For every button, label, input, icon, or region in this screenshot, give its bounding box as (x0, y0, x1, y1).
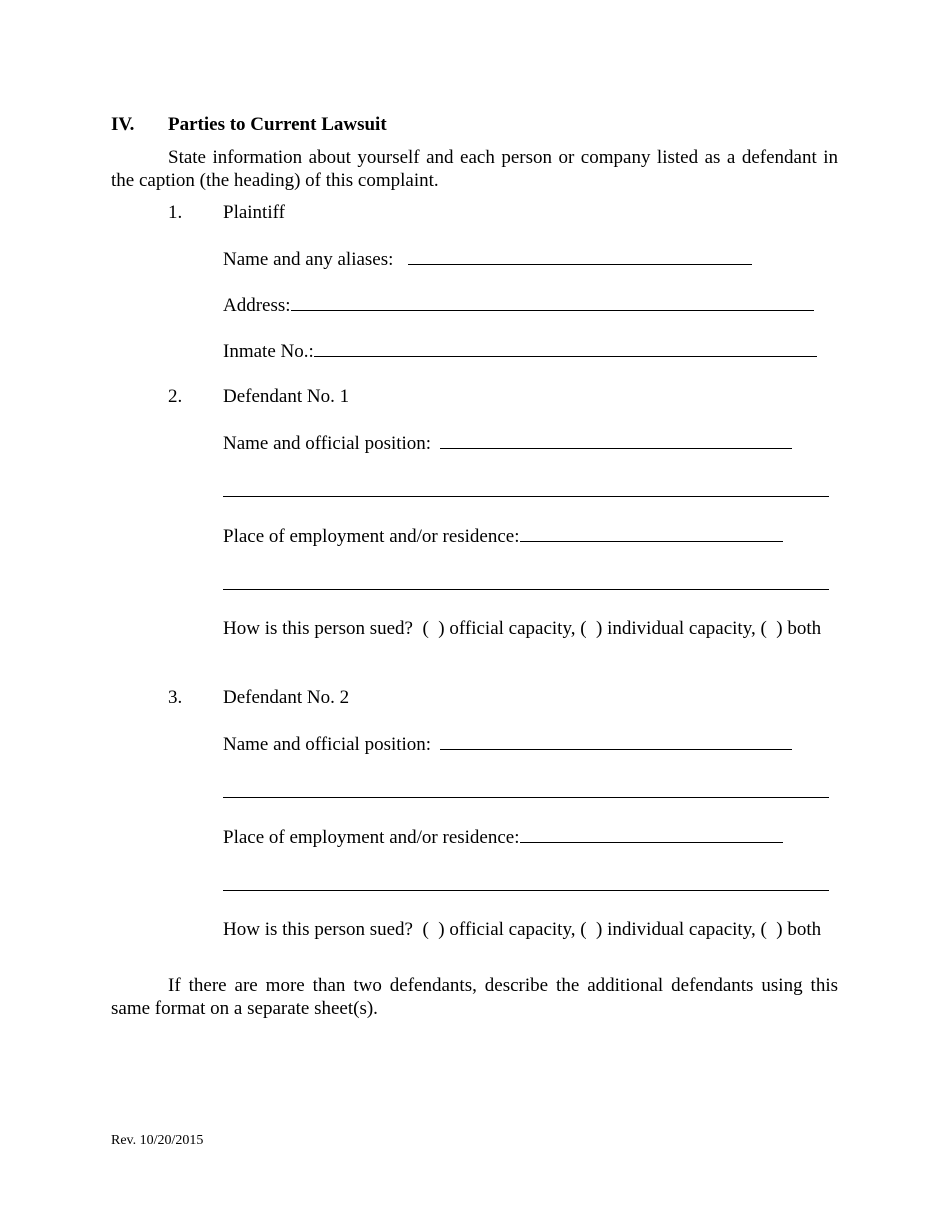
defendant1-place-field-line2[interactable] (223, 589, 829, 590)
defendant2-sued-question (223, 918, 838, 941)
defendant2-place-field[interactable] (520, 825, 783, 843)
plaintiff-inmate-row (223, 339, 817, 363)
defendant1-place-row (223, 524, 783, 548)
defendant1-name-field[interactable] (440, 431, 792, 449)
defendant1-place-field[interactable] (520, 524, 783, 542)
closing-paragraph: If there are more than two defendants, describe the additional defendants using this same format on a separate sheet(s). (111, 975, 838, 1019)
defendant2-both-checkbox[interactable]: ( ) (760, 919, 783, 940)
defendant2-number: 3. (168, 687, 183, 708)
defendant1-name-field-line2[interactable] (223, 496, 829, 497)
defendant1-name-label: Name and official position: (223, 433, 432, 454)
plaintiff-inmate-label: Inmate No.: (223, 341, 314, 362)
defendant1-heading: Defendant No. 1 (223, 386, 350, 407)
defendant2-name-field[interactable] (440, 732, 792, 750)
defendant2-sued-label: How is this person sued? (223, 919, 413, 940)
plaintiff-address-label: Address: (223, 295, 291, 316)
defendant1-both-label: both (787, 618, 822, 639)
plaintiff-inmate-field[interactable] (314, 339, 817, 357)
section-number: IV. (111, 114, 135, 135)
defendant2-both-label: both (787, 919, 822, 940)
defendant1-official-checkbox[interactable]: ( ) (422, 618, 445, 639)
defendant1-number: 2. (168, 386, 183, 407)
defendant2-name-row (223, 732, 792, 756)
defendant1-name-row (223, 431, 792, 455)
defendant1-individual-label: individual capacity, (607, 618, 756, 639)
plaintiff-number: 1. (168, 202, 183, 223)
defendant1-place-label: Place of employment and/or residence: (223, 526, 520, 547)
section-title: Parties to Current Lawsuit (168, 114, 387, 135)
defendant1-sued-label: How is this person sued? (223, 618, 413, 639)
plaintiff-address-row (223, 293, 814, 317)
plaintiff-name-row (223, 247, 752, 271)
defendant1-individual-checkbox[interactable]: ( ) (580, 618, 603, 639)
plaintiff-name-label: Name and any aliases: (223, 249, 394, 270)
revision-footer: Rev. 10/20/2015 (111, 1133, 204, 1148)
plaintiff-name-field[interactable] (408, 247, 752, 265)
defendant2-individual-label: individual capacity, (607, 919, 756, 940)
plaintiff-address-field[interactable] (291, 293, 814, 311)
defendant2-name-label: Name and official position: (223, 734, 432, 755)
defendant2-place-field-line2[interactable] (223, 890, 829, 891)
defendant2-heading: Defendant No. 2 (223, 687, 350, 708)
intro-paragraph: State information about yourself and each person or company listed as a defendant in the caption (the heading) of this complaint. (111, 147, 838, 191)
defendant2-name-field-line2[interactable] (223, 797, 829, 798)
defendant1-sued-question (223, 617, 838, 640)
defendant2-official-checkbox[interactable]: ( ) (422, 919, 445, 940)
defendant1-official-label: official capacity, (449, 618, 576, 639)
defendant2-individual-checkbox[interactable]: ( ) (580, 919, 603, 940)
defendant2-official-label: official capacity, (449, 919, 576, 940)
defendant2-place-label: Place of employment and/or residence: (223, 827, 520, 848)
plaintiff-heading: Plaintiff (223, 202, 285, 223)
defendant2-place-row (223, 825, 783, 849)
defendant1-both-checkbox[interactable]: ( ) (760, 618, 783, 639)
